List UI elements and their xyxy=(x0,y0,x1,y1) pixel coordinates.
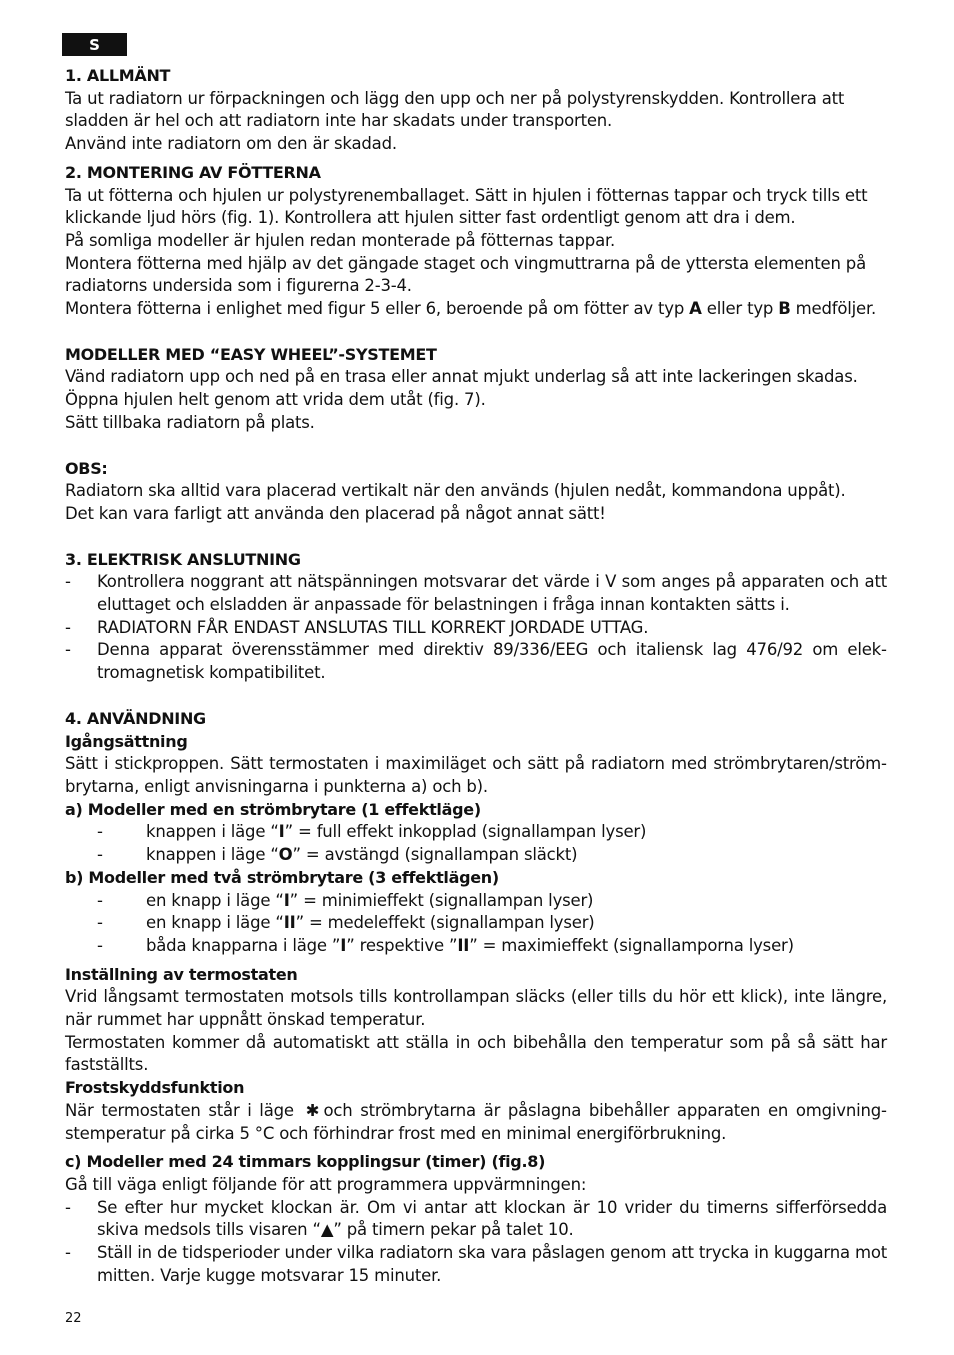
language-tab xyxy=(62,33,127,56)
subheading-one-switch: a) Modeller med en strömbrytare (1 effektläge) xyxy=(65,799,481,819)
section-heading-feet: 2. MONTERING AV FÖTTERNA xyxy=(65,162,321,182)
list-item: - Se efter hur mycket klockan är. Om vi antar att klockan är 10 vrider du timerns sifferförsedda skiva medsols tills visaren “▲” på timern pekar på talet 10. xyxy=(65,1197,887,1240)
section-heading-easy-wheel: MODELLER MED “EASY WHEEL”-SYSTEMET xyxy=(65,344,437,364)
subheading-thermostat: Inställning av termostaten xyxy=(65,964,298,984)
paragraph: Gå till väga enligt följande för att programmera uppvärmningen: xyxy=(65,1174,587,1194)
paragraph: Sätt i stickproppen. Sätt termostaten i maximiläget och sätt på radiatorn med strömbrytaren/strömbrytarna, enligt anvisningarna i punkterna a) och b). xyxy=(65,754,887,796)
list-item: - Kontrollera noggrant att nätspänningen motsvarar det värde i V som anges på apparaten och att eluttaget och elsladden är anpassade för belastningen i fråga innan kontakten sätts i. xyxy=(65,572,887,615)
triangle-pointer-icon: ▲ xyxy=(320,1220,334,1240)
paragraph: Ta ut fötterna och hjulen ur polystyrenemballaget. Sätt in hjulen i fötternas tappar och tryck tills ett klickande ljud hörs (fig. 1). Kontrollera att hjulen sitter fast ordentligt genom att dra i dem. xyxy=(65,185,868,228)
paragraph: Det kan vara farligt att använda den placerad på något annat sätt! xyxy=(65,503,606,523)
snowflake-icon: ✱ xyxy=(305,1100,320,1120)
paragraph: Sätt tillbaka radiatorn på plats. xyxy=(65,412,315,432)
list-item: - RADIATORN FÅR ENDAST ANSLUTAS TILL KORREKT JORDADE UTTAG. xyxy=(65,617,649,637)
page-content xyxy=(65,65,887,1287)
subheading-frost-protection: Frostskyddsfunktion xyxy=(65,1078,245,1098)
list-item: - Denna apparat överensstämmer med direktiv 89/336/EEG och italiensk lag 476/92 om elektromagnetisk kompatibilitet. xyxy=(65,640,887,683)
section-heading-note: OBS: xyxy=(65,458,108,478)
paragraph: Vrid långsamt termostaten motsols tills kontrollampan släcks (eller tills du hör ett klick), inte längre, när rummet har uppnått önskad temperatur. xyxy=(65,987,887,1030)
list-item: - knappen i läge “O” = avstängd (signallampan släckt) xyxy=(97,845,578,865)
paragraph-frost: När termostaten står i läge ✱ och strömbrytarna är påslagna bibehåller apparaten en omgivningstemperatur på cirka 5 °C och förhindrar frost med en minimal energiförbrukning. xyxy=(65,1100,887,1143)
paragraph: Ta ut radiatorn ur förpackningen och lägg den upp och ner på polystyrenskydden. Kontrollera att sladden är hel och att radiatorn inte har skadats under transporten. xyxy=(65,88,845,131)
subheading-timer: c) Modeller med 24 timmars kopplingsur (timer) (fig.8) xyxy=(65,1152,546,1172)
paragraph-feet-type: Montera fötterna i enlighet med figur 5 eller 6, beroende på om fötter av typ A eller typ B medföljer. xyxy=(65,299,877,319)
section-heading-usage: 4. ANVÄNDNING xyxy=(65,708,206,728)
paragraph: Montera fötterna med hjälp av det gängade staget och vingmuttrarna på de yttersta elementen på radiatorns undersida som i figurerna 2-3-4. xyxy=(65,253,866,296)
type-a-label: A xyxy=(689,299,702,319)
list-item: - Ställ in de tidsperioder under vilka radiatorn ska vara påslagen genom att trycka in kuggarna mot mitten. Varje kugge motsvarar 15 minuter. xyxy=(65,1243,887,1285)
list-item: - båda knapparna i läge ”I” respektive ”II” = maximieffekt (signallamporna lyser) xyxy=(97,935,794,955)
language-code: S xyxy=(89,35,100,54)
list-item: - en knapp i läge “II” = medeleffekt (signallampan lyser) xyxy=(97,913,595,933)
type-b-label: B xyxy=(778,299,791,319)
list-item: - en knapp i läge “I” = minimieffekt (signallampan lyser) xyxy=(97,890,594,910)
paragraph: Radiatorn ska alltid vara placerad vertikalt när den används (hjulen nedåt, kommandona uppåt). xyxy=(65,481,846,501)
list-item: - knappen i läge “I” = full effekt inkopplad (signallampan lyser) xyxy=(97,822,647,842)
paragraph: Öppna hjulen helt genom att vrida dem utåt (fig. 7). xyxy=(65,390,486,410)
paragraph: På somliga modeller är hjulen redan monterade på fötternas tappar. xyxy=(65,230,616,250)
page-number: 22 xyxy=(65,1311,82,1326)
subheading-startup: Igångsättning xyxy=(65,731,188,751)
section-heading-electrical: 3. ELEKTRISK ANSLUTNING xyxy=(65,549,301,569)
subheading-two-switches: b) Modeller med två strömbrytare (3 effektlägen) xyxy=(65,867,499,887)
section-heading-general: 1. ALLMÄNT xyxy=(65,66,171,85)
paragraph: Använd inte radiatorn om den är skadad. xyxy=(65,134,397,154)
paragraph: Termostaten kommer då automatiskt att ställa in och bibehålla den temperatur som på så sätt har fastställts. xyxy=(65,1032,887,1075)
paragraph: Vänd radiatorn upp och ned på en trasa eller annat mjukt underlag så att inte lackeringen skadas. xyxy=(65,367,858,387)
